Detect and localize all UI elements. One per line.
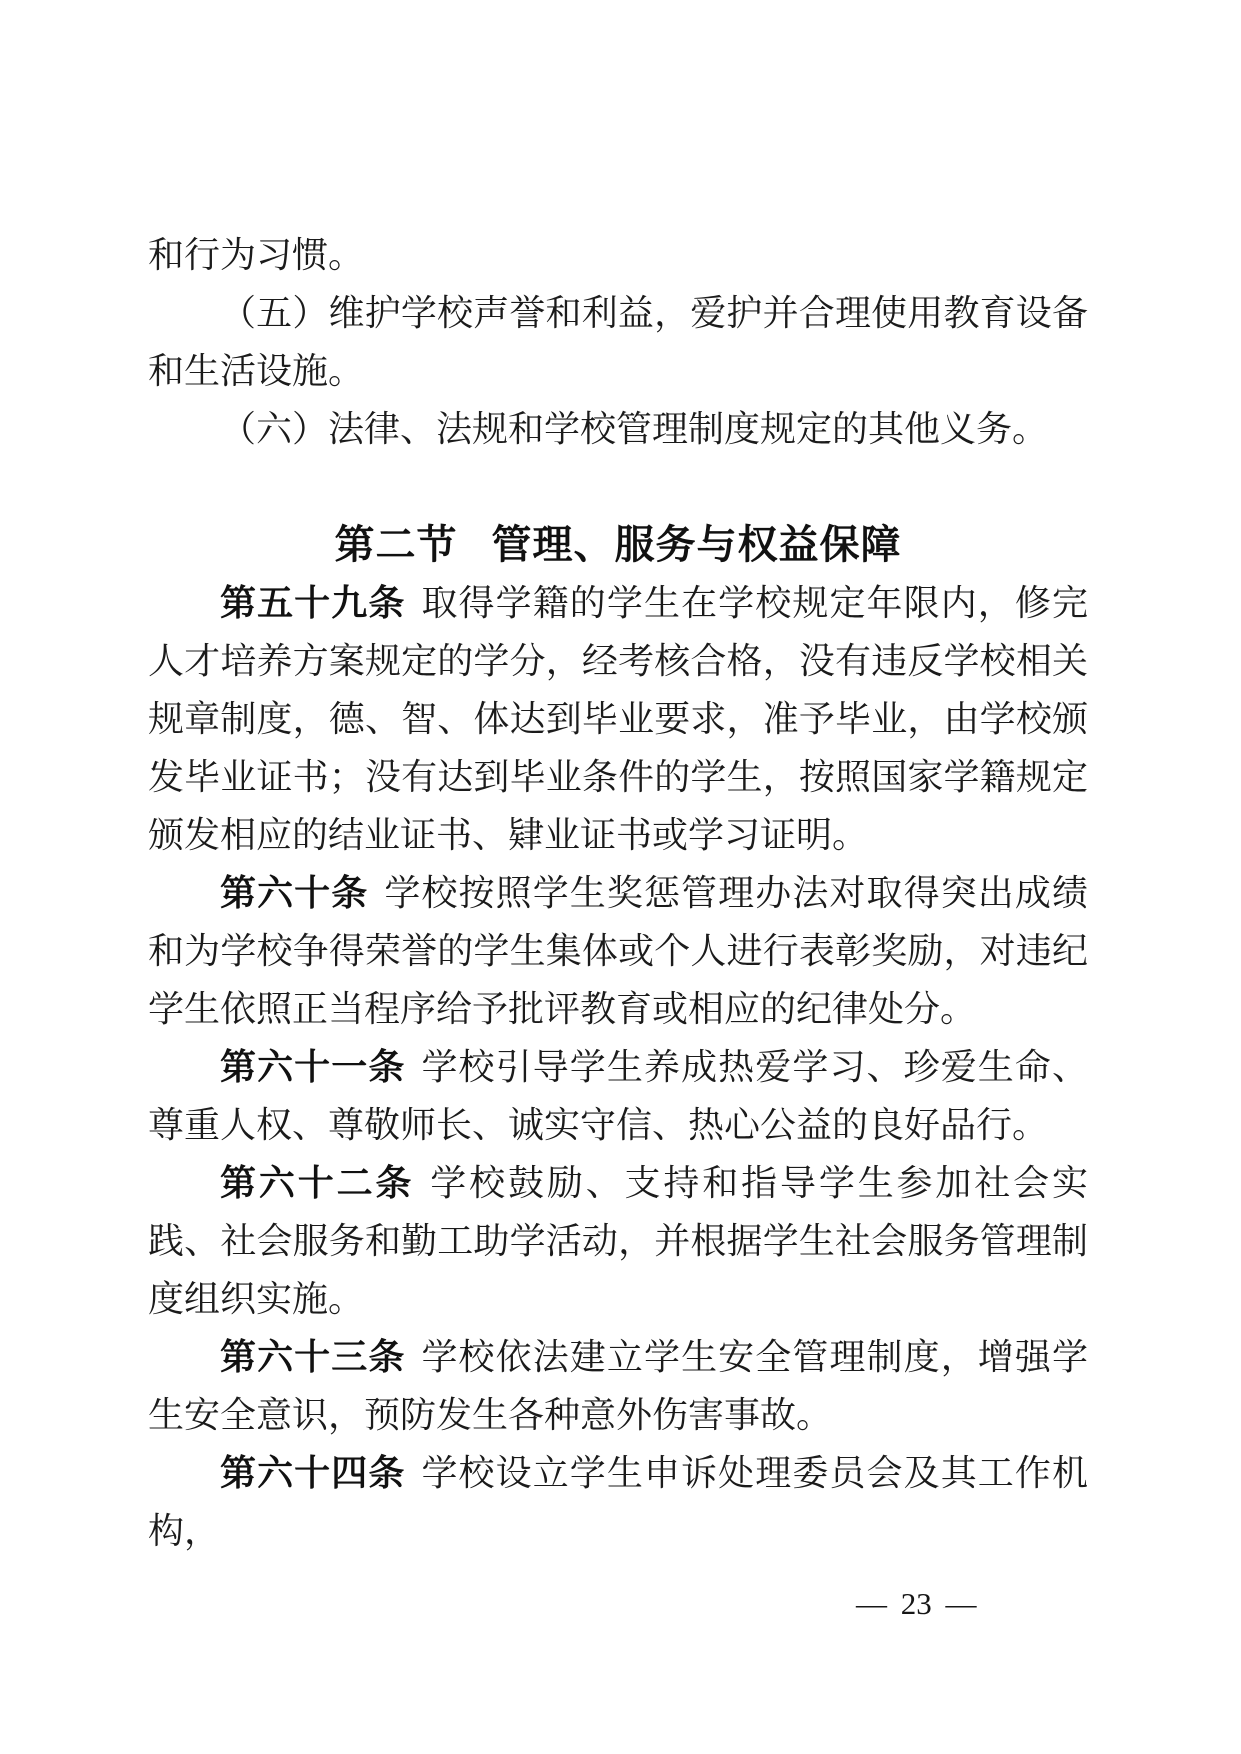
article-63-label: 第六十三条 <box>220 1336 406 1377</box>
article-62 <box>148 1154 1088 1328</box>
section-title: 管理、服务与权益保障 <box>491 523 902 567</box>
article-64-label: 第六十四条 <box>220 1452 406 1493</box>
list-item-five: （五）维护学校声誉和利益，爱护并合理使用教育设备和生活设施。 <box>148 293 1088 391</box>
article-60-text: 学校按照学生奖惩管理办法对取得突出成绩和为学校争得荣誉的学生集体或个人进行表彰奖励，对违纪学生依照正当程序给予批评教育或相应的纪律处分。 <box>148 873 1088 1029</box>
section-number: 第二节 <box>334 523 458 567</box>
page-number: — 23 — <box>856 1586 977 1621</box>
paragraph-continuation: 和行为习惯。 <box>148 235 365 275</box>
article-63 <box>148 1328 1088 1444</box>
article-60 <box>148 864 1088 1038</box>
section-heading <box>148 516 1088 574</box>
article-59-label: 第五十九条 <box>220 582 406 623</box>
article-59 <box>148 574 1088 864</box>
article-59-text: 取得学籍的学生在学校规定年限内，修完人才培养方案规定的学分，经考核合格，没有违反学校相关规章制度，德、智、体达到毕业要求，准予毕业，由学校颁发毕业证书；没有达到毕业条件的学生，按照国家学籍规定颁发相应的结业证书、肄业证书或学习证明。 <box>148 583 1088 855</box>
article-63-text: 学校依法建立学生安全管理制度，增强学生安全意识，预防发生各种意外伤害事故。 <box>148 1337 1088 1435</box>
article-61-text: 学校引导学生养成热爱学习、珍爱生命、尊重人权、尊敬师长、诚实守信、热心公益的良好品行。 <box>148 1047 1088 1145</box>
article-64 <box>148 1444 1088 1560</box>
article-62-text: 学校鼓励、支持和指导学生参加社会实践、社会服务和勤工助学活动，并根据学生社会服务管理制度组织实施。 <box>148 1163 1088 1319</box>
document-body <box>148 226 1088 1560</box>
article-64-text: 学校设立学生申诉处理委员会及其工作机构， <box>148 1453 1088 1551</box>
article-62-label: 第六十二条 <box>220 1162 415 1203</box>
article-60-label: 第六十条 <box>220 872 369 913</box>
article-61 <box>148 1038 1088 1154</box>
list-item-six: （六）法律、法规和学校管理制度规定的其他义务。 <box>220 409 1049 449</box>
article-61-label: 第六十一条 <box>220 1046 406 1087</box>
